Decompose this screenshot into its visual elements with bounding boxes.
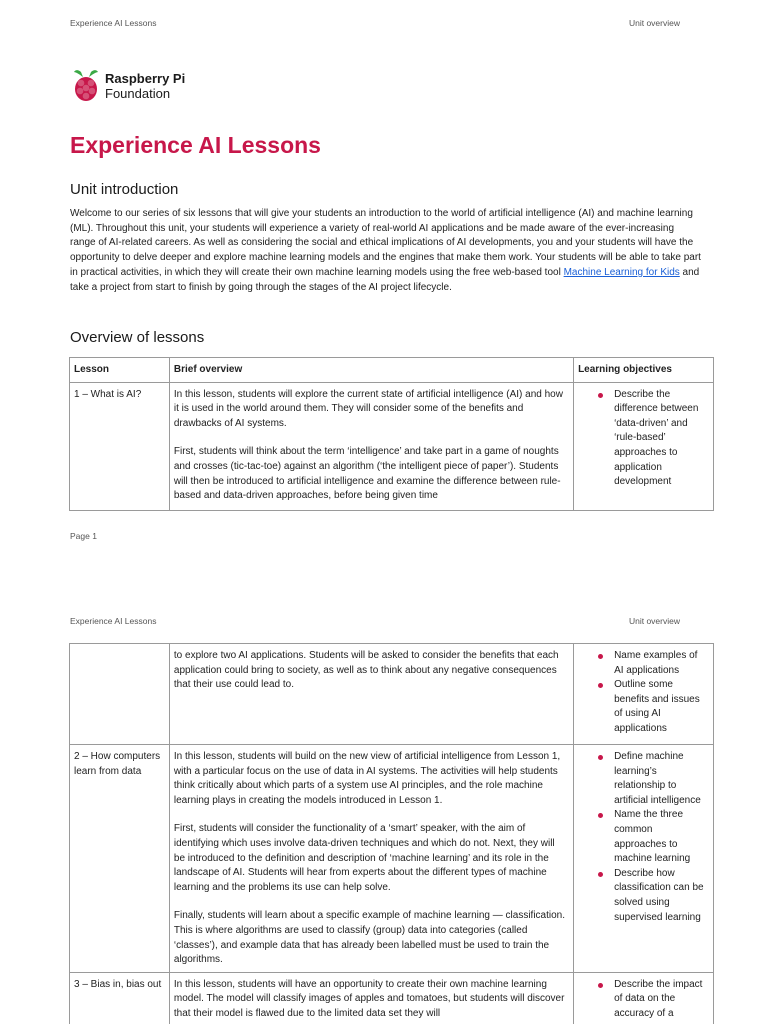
page-number: Page 1 xyxy=(70,531,97,541)
objectives-cell xyxy=(574,972,714,1024)
table-row xyxy=(70,382,714,510)
logo-line2: Foundation xyxy=(105,86,171,101)
objectives-cell xyxy=(574,644,714,745)
overview-cell: In this lesson, students will have an opportunity to create their own machine learning model. The model will classify images of apples and tomatoes, but students will discover that their model is flawed due to the limited data set they will xyxy=(169,972,573,1024)
document-title: Experience AI Lessons xyxy=(70,132,321,158)
column-header-brief-overview: Brief overview xyxy=(169,358,573,383)
objective-item: Outline some benefits and issues of using AI applications xyxy=(578,678,708,736)
machine-learning-for-kids-link[interactable]: Machine Learning for Kids xyxy=(563,266,680,278)
column-header-learning-objectives: Learning objectives xyxy=(574,358,714,383)
overview-cell: In this lesson, students will build on the new view of artificial intelligence from Lesson 1, with a particular focus on the use of data in AI systems. The activities will help students think critically about which parts of a system use AI principles, and the role machine learning plays in creating the models introduced in Lesson 1. First, students will consider the functionality of a ‘smart’ speaker, with the aim of identifying which uses involve data-driven techniques and which do not. Next, they will be introduced to the definition and description of ‘machine learning’ and its role in the landscape of AI. Students will hear from experts about the different types of machine learning and the problems its use can help solve. Finally, students will learn about a specific example of machine learning — classification. This is where algorithms are used to classify (group) data into categories (called ‘classes’), and example data that has already been labelled must be used to train the algorithms. xyxy=(169,745,573,973)
objective-item: Name examples of AI applications xyxy=(578,649,708,678)
lesson-cell: 3 – Bias in, bias out xyxy=(70,972,170,1024)
unit-introduction-heading: Unit introduction xyxy=(70,181,179,198)
raspberry-pi-foundation-logo xyxy=(72,68,185,104)
unit-introduction-text: Welcome to our series of six lessons that will give your students an introduction to the world of artificial intelligence (AI) and machine learning (ML). Throughout this unit, your students will experience a variety of real-world AI applications and be made aware of the ever-increasing range of AI-related careers. As well as considering the social and ethical implications of AI developments, you and your students will have the opportunity to delve deeper and explore machine learning models and the engines that make them work. Your students will be able to take part in practical activities, in which they will create their own machine learning models using the free web-based tool Machine Learning for Kids and take a project from start to finish by going through the stages of the AI project lifecycle. xyxy=(70,208,701,293)
header-doc-title: Experience AI Lessons xyxy=(70,18,157,28)
overview-cell: to explore two AI applications. Students will be asked to consider the benefits that each application could bring to society, as well as to think about any negative consequences that their use could lead to. xyxy=(169,644,573,745)
lessons-table-page1 xyxy=(69,357,714,511)
lesson-cell xyxy=(70,644,170,745)
running-header xyxy=(70,18,680,28)
logo-line1: Raspberry Pi xyxy=(105,71,186,86)
lessons-table-page2 xyxy=(69,643,714,1024)
lesson-cell: 1 – What is AI? xyxy=(70,382,170,510)
running-header-page2 xyxy=(70,616,680,626)
objective-item: Describe the impact of data on the accuracy of a xyxy=(578,978,708,1022)
table-row xyxy=(70,644,714,745)
table-row xyxy=(70,745,714,973)
overview-heading: Overview of lessons xyxy=(70,329,205,346)
header-section: Unit overview xyxy=(628,616,680,626)
objectives-cell xyxy=(574,745,714,973)
header-section: Unit overview xyxy=(628,18,680,28)
header-doc-title: Experience AI Lessons xyxy=(70,616,157,626)
overview-cell: In this lesson, students will explore the current state of artificial intelligence (AI) and how it is used in the world around them. They will consider some of the benefits and drawbacks of AI systems. First, students will think about the term ‘intelligence’ and take part in a game of noughts and crosses (tic-tac-toe) against an algorithm (‘the intelligent piece of paper’). Students will then be introduced to artificial intelligence and examine the difference between rule-based and data-driven approaches, before being given time xyxy=(169,382,573,510)
table-header-row xyxy=(70,358,714,383)
table-row xyxy=(70,972,714,1024)
objective-item: Define machine learning’s relationship to artificial intelligence xyxy=(578,750,708,808)
objective-item: Name the three common approaches to machine learning xyxy=(578,808,708,866)
objectives-cell xyxy=(574,382,714,510)
objective-item: Describe the difference between ‘data-driven’ and ‘rule-based’ approaches to application development xyxy=(578,388,708,490)
column-header-lesson: Lesson xyxy=(70,358,170,383)
lesson-cell: 2 – How computers learn from data xyxy=(70,745,170,973)
raspberry-icon xyxy=(72,68,100,104)
objective-item: Describe how classification can be solved using supervised learning xyxy=(578,867,708,925)
